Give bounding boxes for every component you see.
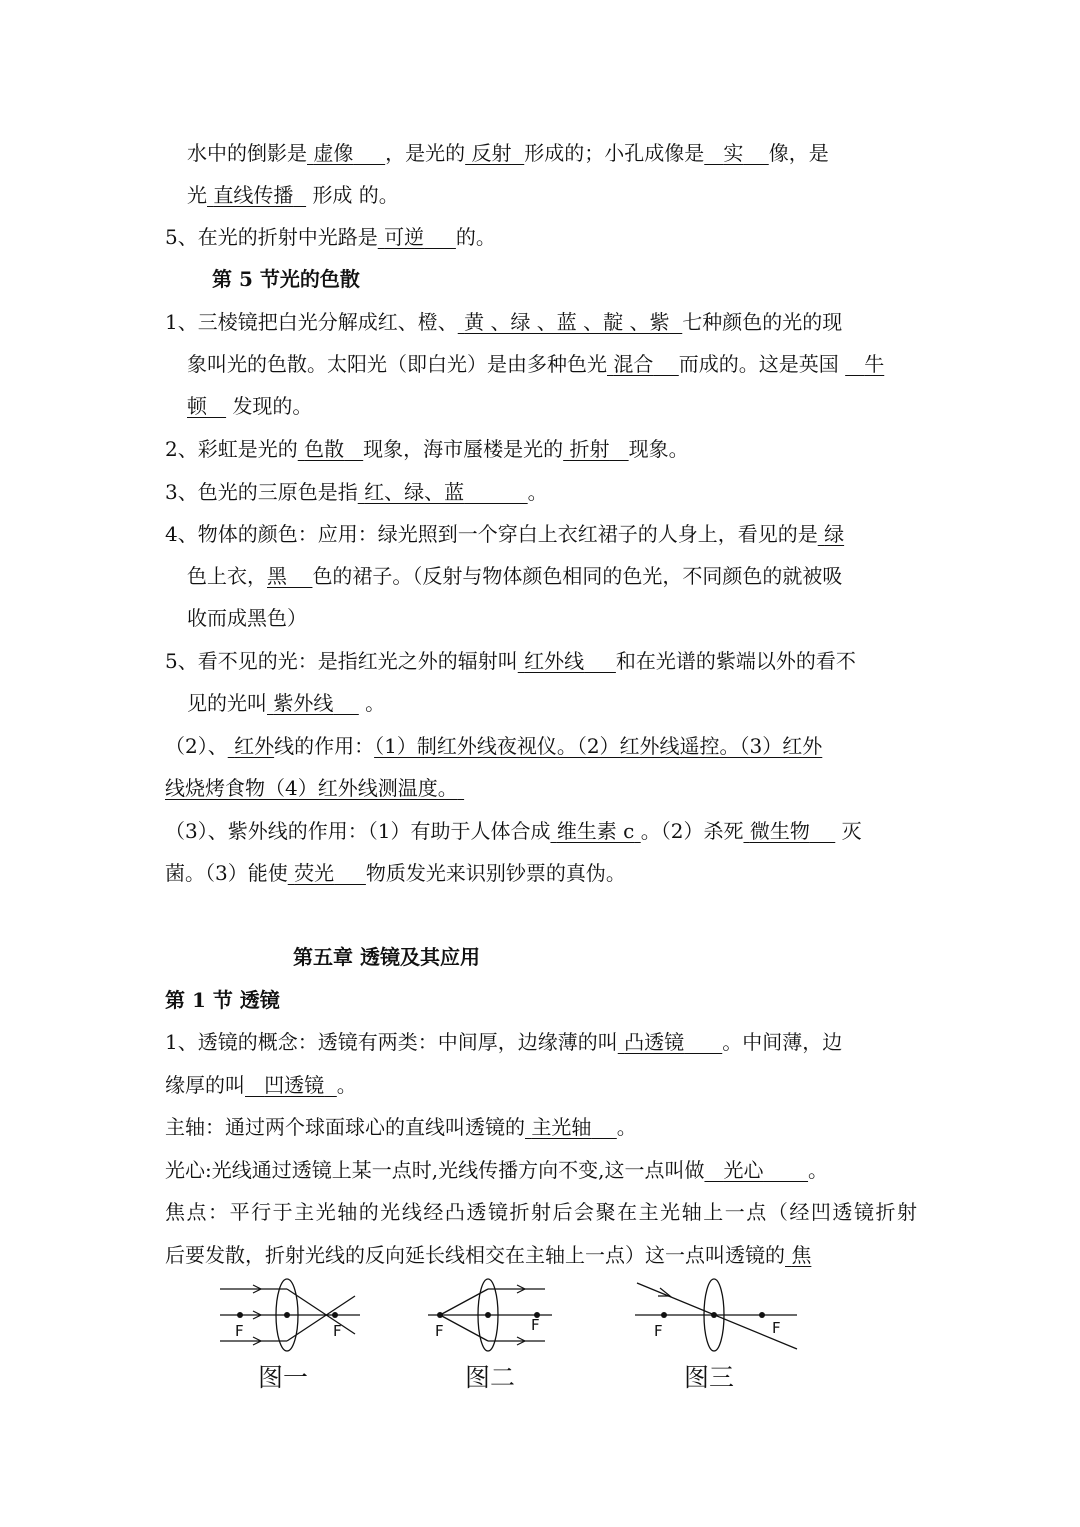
text-line: 光心:光线通过透镜上某一点时,光线传播方向不变,这一点叫做 光心 。 bbox=[165, 1158, 829, 1182]
text-line: 主轴：通过两个球面球心的直线叫透镜的 主光轴 。 bbox=[165, 1115, 637, 1139]
text-line: 后要发散，折射光线的反向延长线相交在主轴上一点）这一点叫透镜的 焦 bbox=[165, 1243, 812, 1267]
focus-label: F bbox=[654, 1322, 663, 1340]
text-line: 5、看不见的光：是指红光之外的辐射叫 红外线 和在光谱的紫端以外的看不 bbox=[165, 649, 856, 673]
text-line: 缘厚的叫 凹透镜 。 bbox=[165, 1073, 357, 1097]
answer-blank: 维生素 c bbox=[556, 819, 635, 843]
figure-caption: 图一 bbox=[258, 1363, 309, 1392]
answer-blank: 直线传播 bbox=[213, 183, 294, 207]
focus-label: F bbox=[531, 1316, 540, 1334]
text-line: 菌。（3）能使 荧光 物质发光来识别钞票的真伪。 bbox=[165, 861, 626, 885]
answer-blank: 凸透镜 bbox=[624, 1030, 685, 1054]
text: 形成 的。 bbox=[312, 183, 399, 207]
figure-caption: 图二 bbox=[465, 1363, 516, 1392]
focus-label: F bbox=[235, 1322, 244, 1340]
convex-lens-diagram bbox=[425, 1278, 555, 1353]
text-line: 色上衣，黑 色的裙子。（反射与物体颜色相同的色光，不同颜色的就被吸 bbox=[187, 564, 843, 588]
answer-blank: 绿 bbox=[824, 522, 845, 546]
answer-blank: 焦 bbox=[791, 1243, 812, 1267]
text-line bbox=[187, 180, 399, 210]
text-line: 3、色光的三原色是指 红、绿、蓝 。 bbox=[165, 480, 548, 504]
answer-blank: 荧光 bbox=[294, 861, 335, 885]
text: 形成的；小孔成像是 bbox=[524, 141, 705, 165]
text: ，是光的 bbox=[385, 141, 466, 165]
answer-blank: 混合 bbox=[613, 352, 654, 376]
text-line: 顿 发现的。 bbox=[187, 394, 313, 418]
answer-blank: 色散 bbox=[304, 437, 345, 461]
figure-caption: 图三 bbox=[684, 1363, 735, 1392]
text: 像，是 bbox=[768, 141, 829, 165]
text-line: 5、在光的折射中光路是 可逆 的。 bbox=[165, 225, 496, 249]
answer-blank: 黄 、绿 、蓝 、靛 、紫 bbox=[464, 310, 670, 334]
answer-blank: 牛 bbox=[864, 352, 885, 376]
section-title: 第 1 节 透镜 bbox=[165, 988, 280, 1012]
text-line bbox=[187, 138, 829, 168]
answer-blank: 折射 bbox=[569, 437, 610, 461]
text-line: 象叫光的色散。太阳光（即白光）是由多种色光 混合 而成的。这是英国 牛 bbox=[187, 352, 885, 376]
text: 水中的倒影是 bbox=[187, 141, 307, 165]
text-line: 1、透镜的概念：透镜有两类：中间厚，边缘薄的叫 凸透镜 。中间薄，边 bbox=[165, 1030, 843, 1054]
answer-blank: 实 bbox=[723, 141, 744, 165]
convex-lens-diagram bbox=[632, 1278, 802, 1353]
focus-label: F bbox=[333, 1322, 342, 1340]
answer-blank: 红、绿、蓝 bbox=[364, 480, 465, 504]
text-line bbox=[165, 773, 464, 803]
text-line: 1、三棱镜把白光分解成红、橙、 黄 、绿 、蓝 、靛 、紫 七种颜色的光的现 bbox=[165, 310, 843, 334]
answer-blank: 虚像 bbox=[313, 141, 354, 165]
answer-blank: 线烧烤食物（4）红外线测温度。 bbox=[165, 776, 458, 800]
answer-blank: 主光轴 bbox=[531, 1115, 592, 1139]
text-line: 收而成黑色） bbox=[187, 606, 307, 630]
answer-blank: 黑 bbox=[267, 564, 287, 588]
answer-blank: （1）制红外线夜视仪。（2）红外线遥控。（3）红外 bbox=[374, 734, 823, 758]
answer-blank: 微生物 bbox=[749, 819, 810, 843]
text-line: （3）、紫外线的作用：（1）有助于人体合成 维生素 c 。（2）杀死 微生物 灭 bbox=[165, 819, 862, 843]
section-title: 第 5 节光的色散 bbox=[212, 267, 360, 291]
convex-lens-diagram bbox=[215, 1278, 365, 1353]
focus-label: F bbox=[772, 1319, 781, 1337]
answer-blank: 紫外线 bbox=[273, 691, 334, 715]
text-line: 2、彩虹是光的 色散 现象，海市蜃楼是光的 折射 现象。 bbox=[165, 437, 689, 461]
answer-blank: 红外 bbox=[234, 734, 275, 758]
text: 光 bbox=[187, 183, 207, 207]
answer-blank: 可逆 bbox=[384, 225, 425, 249]
text-line: 见的光叫 紫外线 。 bbox=[187, 691, 386, 715]
answer-blank: 顿 bbox=[187, 394, 207, 418]
answer-blank: 凹透镜 bbox=[264, 1073, 325, 1097]
focus-label: F bbox=[435, 1322, 444, 1340]
answer-blank: 红外线 bbox=[524, 649, 585, 673]
answer-blank: 反射 bbox=[471, 141, 512, 165]
chapter-title: 第五章 透镜及其应用 bbox=[293, 945, 480, 969]
text-line: 4、物体的颜色：应用：绿光照到一个穿白上衣红裙子的人身上，看见的是 绿 bbox=[165, 522, 845, 546]
text-line: （2）、 红外线的作用：（1）制红外线夜视仪。（2）红外线遥控。（3）红外 bbox=[165, 734, 823, 758]
text-line: 焦点：平行于主光轴的光线经凸透镜折射后会聚在主光轴上一点（经凹透镜折射 bbox=[165, 1200, 917, 1224]
answer-blank: 光心 bbox=[723, 1158, 764, 1182]
